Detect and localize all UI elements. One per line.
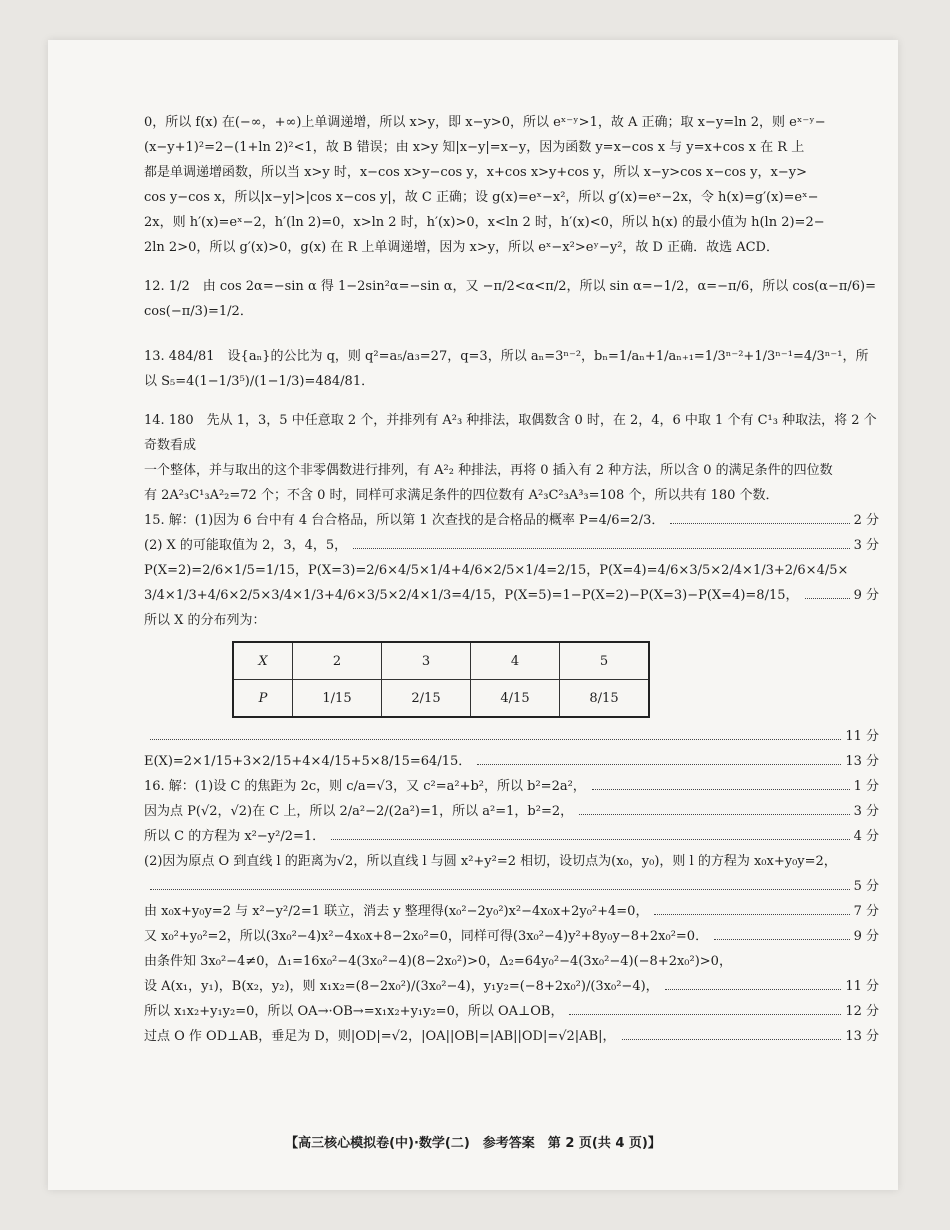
score-label: 2 分 [853, 513, 879, 528]
score-leader [150, 889, 850, 890]
q15-part2-row [144, 533, 879, 558]
q14-line-3: 有 2A²₃C¹₃A²₂=72 个；不含 0 时，同样可求满足条件的四位数有 A²₃C²₃A³₃=108 个，所以共有 180 个数． [144, 488, 779, 503]
answer-content [144, 110, 879, 1049]
score-label: 3 分 [853, 804, 879, 819]
q15-line-5: 所以 X 的分布列为： [144, 613, 266, 628]
q16-line-9: 所以 x₁x₂+y₁y₂=0，所以 OA→·OB→=x₁x₂+y₁y₂=0，所以 OA⊥OB， [144, 1004, 564, 1019]
q15-expectation-row [144, 749, 879, 774]
score-leader [579, 814, 849, 815]
q15-line-1: 15. 解：(1)因为 6 台中有 4 台合格品，所以第 1 次查找的是合格品的概率 P=4/6=2/3． [144, 513, 665, 528]
q16-row-1 [144, 774, 879, 799]
table-cell: P [233, 680, 293, 718]
page-footer: 【高三核心模拟卷(中)·数学(二) 参考答案 第 2 页(共 4 页)】 [285, 1136, 661, 1151]
q13-line-1: 13. 484/81 设{aₙ}的公比为 q，则 q²=a₅/a₃=27，q=3，所以 aₙ=3ⁿ⁻²，bₙ=1/aₙ+1/aₙ₊₁=1/3ⁿ⁻²+1/3ⁿ⁻¹=4/3ⁿ⁻¹，所以 S₅=4(1−1/3⁵)/(1−1/3)=484/81． [144, 349, 869, 389]
q11-line-2: (x−y+1)²=2−(1+ln 2)²<1，故 B 错误；由 x>y 知|x−y|=x−y，因为函数 y=x−cos x 与 y=x+cos x 在 R 上 [144, 140, 805, 155]
q16-row-5 [144, 874, 879, 899]
q12-line-2: cos(−π/3)=1/2． [144, 304, 253, 319]
score-label: 12 分 [845, 1004, 879, 1019]
q16-line-3: 所以 C 的方程为 x²−y²/2=1． [144, 829, 326, 844]
score-label: 9 分 [853, 929, 879, 944]
answer-page [48, 40, 898, 1190]
q15-line-6: E(X)=2×1/15+3×2/15+4×4/15+5×8/15=64/15． [144, 754, 472, 769]
table-cell: X [233, 642, 293, 680]
q11-line-1: 0，所以 f(x) 在(−∞，+∞)上单调递增，所以 x>y，即 x−y>0，所以 eˣ⁻ʸ>1，故 A 正确；取 x−y=ln 2，则 eˣ⁻ʸ− [144, 115, 826, 130]
score-leader [654, 914, 849, 915]
score-label: 5 分 [853, 879, 879, 894]
q14-line-1: 14. 180 先从 1，3，5 中任意取 2 个，并排列有 A²₃ 种排法，取偶数含 0 时，在 2，4，6 中取 1 个有 C¹₃ 种取法，将 2 个奇数看成 [144, 413, 877, 453]
score-label: 3 分 [853, 538, 879, 553]
q16-row-10 [144, 999, 879, 1024]
q15-line-4: 3/4×1/3+4/6×2/5×3/4×1/3+4/6×3/5×2/4×1/3=4/15，P(X=5)=1−P(X=2)−P(X=3)−P(X=4)=8/15， [144, 588, 799, 603]
q16-row-7 [144, 924, 879, 949]
q15-line-2: (2) X 的可能取值为 2，3，4，5， [144, 538, 348, 553]
q16-line-6: 又 x₀²+y₀²=2，所以(3x₀²−4)x²−4x₀x+8−2x₀²=0，同样可得(3x₀²−4)y²+8y₀y−8+2x₀²=0． [144, 929, 709, 944]
q16-line-5: 由 x₀x+y₀y=2 与 x²−y²/2=1 联立，消去 y 整理得(x₀²−2y₀²)x²−4x₀x+2y₀²+4=0， [144, 904, 649, 919]
q16-row-6 [144, 899, 879, 924]
table-cell: 2/15 [382, 680, 471, 718]
q11-line-3: 都是单调递增函数，所以当 x>y 时，x−cos x>y−cos y，x+cos x>y+cos y，所以 x−y>cos x−cos y，x−y> [144, 165, 807, 180]
score-leader [714, 939, 850, 940]
table-cell: 5 [560, 642, 650, 680]
score-leader [150, 739, 841, 740]
score-label: 7 分 [853, 904, 879, 919]
distribution-table-wrap [232, 641, 879, 718]
table-cell: 2 [293, 642, 382, 680]
table-cell: 4 [471, 642, 560, 680]
q16-line-4: (2)因为原点 O 到直线 l 的距离为√2，所以直线 l 与圆 x²+y²=2 相切，设切点为(x₀，y₀)，则 l 的方程为 x₀x+y₀y=2， [144, 854, 837, 869]
q16-row-3 [144, 824, 879, 849]
score-leader [353, 548, 849, 549]
distribution-table [232, 641, 650, 718]
q16-row-11 [144, 1024, 879, 1049]
score-label: 11 分 [845, 729, 879, 744]
score-leader [569, 1014, 841, 1015]
score-leader [477, 764, 841, 765]
table-cell: 3 [382, 642, 471, 680]
score-leader [670, 523, 849, 524]
q15-part1-row [144, 508, 879, 533]
q15-prob-row [144, 583, 879, 608]
q16-row-9 [144, 974, 879, 999]
score-label: 1 分 [853, 779, 879, 794]
q11-line-5: 2x，则 h′(x)=eˣ−2，h′(ln 2)=0，x>ln 2 时，h′(x)>0，x<ln 2 时，h′(x)<0，所以 h(x) 的最小值为 h(ln 2)=2− [144, 215, 825, 230]
table-row [233, 680, 649, 718]
table-cell: 4/15 [471, 680, 560, 718]
q16-row-2 [144, 799, 879, 824]
score-label: 13 分 [845, 754, 879, 769]
score-label: 11 分 [845, 979, 879, 994]
score-label: 9 分 [853, 588, 879, 603]
score-label: 4 分 [853, 829, 879, 844]
q16-line-1: 16. 解：(1)设 C 的焦距为 2c，则 c/a=√3，又 c²=a²+b²，所以 b²=2a²， [144, 779, 586, 794]
q16-line-2: 因为点 P(√2，√2)在 C 上，所以 2/a²−2/(2a²)=1，所以 a²=1，b²=2， [144, 804, 574, 819]
score-leader [665, 989, 842, 990]
q15-table-score-row [144, 724, 879, 749]
q16-line-7: 由条件知 3x₀²−4≠0，Δ₁=16x₀²−4(3x₀²−4)(8−2x₀²)>0，Δ₂=64y₀²−4(3x₀²−4)(−8+2x₀²)>0， [144, 954, 732, 969]
q12-line-1: 12. 1/2 由 cos 2α=−sin α 得 1−2sin²α=−sin α，又 −π/2<α<π/2，所以 sin α=−1/2，α=−π/6，所以 cos(α−π/6)= [144, 279, 877, 294]
score-label: 13 分 [845, 1029, 879, 1044]
q16-line-10: 过点 O 作 OD⊥AB，垂足为 D，则|OD|=√2，|OA||OB|=|AB||OD|=√2|AB|， [144, 1029, 616, 1044]
table-row [233, 642, 649, 680]
q14-line-2: 一个整体，并与取出的这个非零偶数进行排列，有 A²₂ 种排法，再将 0 插入有 2 种方法，所以含 0 的满足条件的四位数 [144, 463, 833, 478]
table-cell: 8/15 [560, 680, 650, 718]
score-leader [805, 598, 850, 599]
q11-line-6: 2ln 2>0，所以 g′(x)>0，g(x) 在 R 上单调递增，因为 x>y，所以 eˣ−x²>eʸ−y²，故 D 正确．故选 ACD． [144, 240, 779, 255]
score-leader [331, 839, 849, 840]
score-leader [622, 1039, 842, 1040]
q16-line-8: 设 A(x₁，y₁)，B(x₂，y₂)，则 x₁x₂=(8−2x₀²)/(3x₀²−4)，y₁y₂=(−8+2x₀²)/(3x₀²−4)， [144, 979, 659, 994]
table-cell: 1/15 [293, 680, 382, 718]
q15-line-3: P(X=2)=2/6×1/5=1/15，P(X=3)=2/6×4/5×1/4+4/6×2/5×1/4=2/15，P(X=4)=4/6×3/5×2/4×1/3+2/6×4/5× [144, 563, 849, 578]
q11-line-4: cos y−cos x，所以|x−y|>|cos x−cos y|，故 C 正确；设 g(x)=eˣ−x²，所以 g′(x)=eˣ−2x，令 h(x)=g′(x)=eˣ− [144, 190, 819, 205]
score-leader [592, 789, 850, 790]
